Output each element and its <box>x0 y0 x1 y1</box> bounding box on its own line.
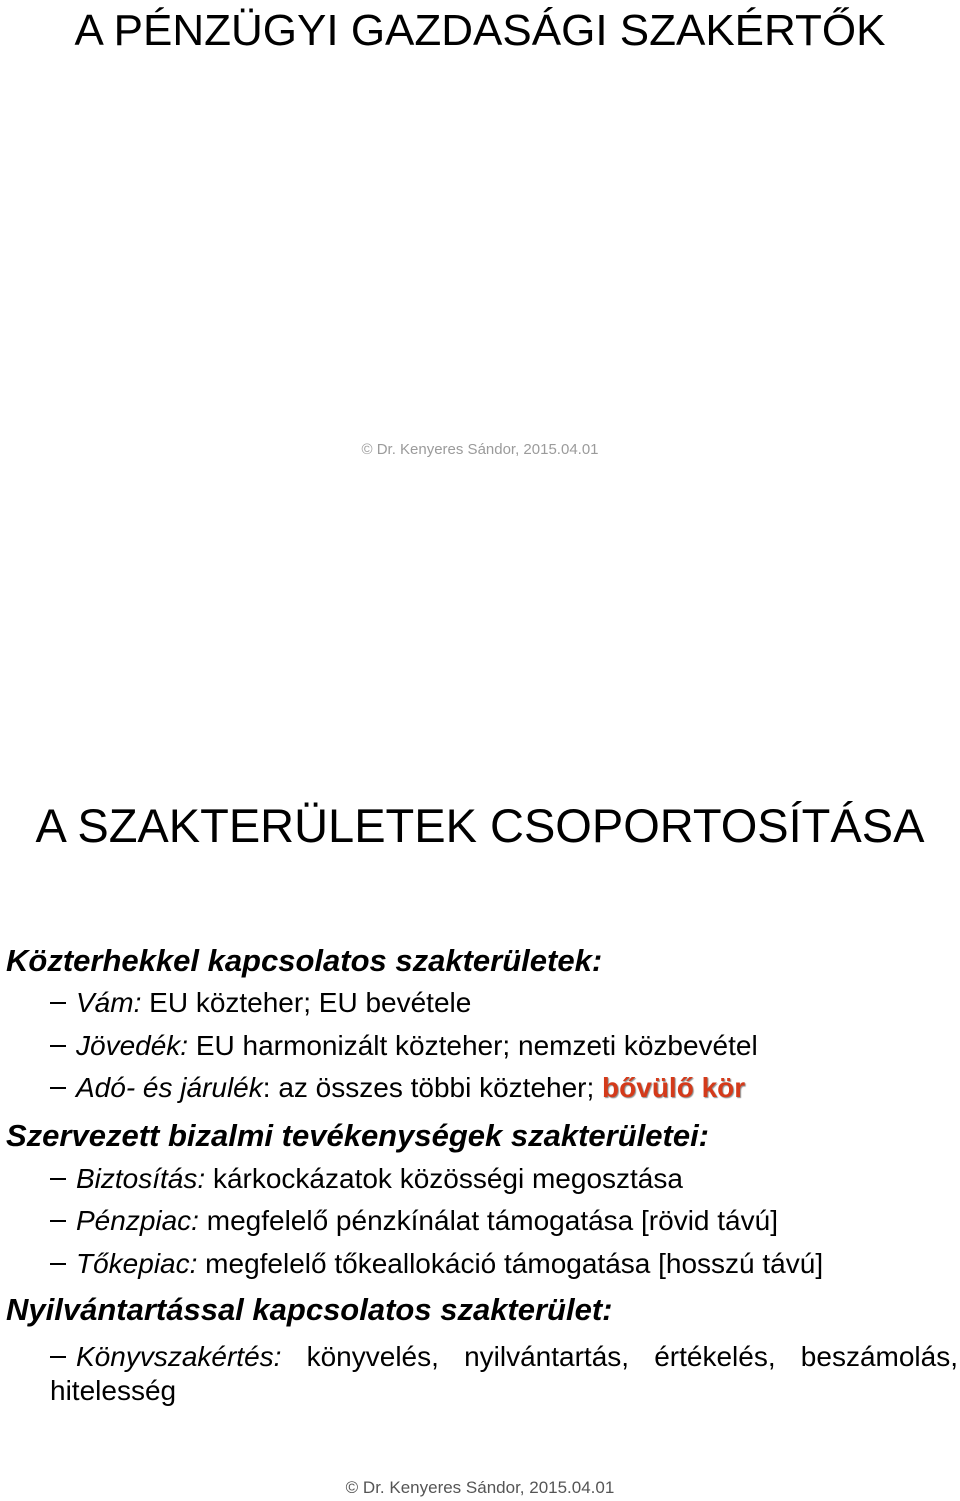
item-text: EU közteher; EU bevétele <box>141 987 472 1018</box>
item-term: Biztosítás: <box>76 1163 206 1194</box>
list-item <box>50 987 471 1019</box>
group-heading-bizalmi: Szervezett bizalmi tevékenységek szakterületei: <box>6 1118 710 1153</box>
item-term: Tőkepiac: <box>76 1248 198 1279</box>
dash-bullet <box>50 1263 66 1265</box>
dash-bullet <box>50 1045 66 1047</box>
list-item <box>50 1340 958 1408</box>
item-term: Vám: <box>76 987 142 1018</box>
item-term: Pénzpiac: <box>76 1205 199 1236</box>
item-term: Adó- és járulék <box>76 1072 263 1103</box>
item-text: kárkockázatok közösségi megosztása <box>205 1163 683 1194</box>
dash-bullet <box>50 1178 66 1180</box>
item-text: megfelelő tőkeallokáció támogatása [hosszú távú] <box>197 1248 824 1279</box>
group-heading-nyilvantartas: Nyilvántartással kapcsolatos szakterület: <box>6 1292 613 1327</box>
dash-bullet <box>50 1087 66 1089</box>
highlight-text: bővülő kör <box>602 1072 746 1103</box>
item-text: megfelelő pénzkínálat támogatása [rövid távú] <box>198 1205 778 1236</box>
list-item <box>50 1205 778 1237</box>
dash-bullet <box>50 1356 66 1358</box>
item-term: Jövedék: <box>76 1030 189 1061</box>
dash-bullet <box>50 1002 66 1004</box>
item-text: könyvelés, nyilvántartás, értékelés, beszámolás, hitelesség <box>50 1341 958 1406</box>
list-item <box>50 1030 758 1062</box>
slide2-footer: © Dr. Kenyeres Sándor, 2015.04.01 <box>345 1478 615 1497</box>
list-item <box>50 1163 683 1195</box>
group-heading-kozterhek: Közterhekkel kapcsolatos szakterületek: <box>6 943 603 978</box>
slide1-title: A PÉNZÜGYI GAZDASÁGI SZAKÉRTŐK <box>74 6 886 55</box>
item-term: Könyvszakértés: <box>76 1341 282 1372</box>
list-item <box>50 1072 745 1104</box>
dash-bullet <box>50 1220 66 1222</box>
item-text: EU harmonizált közteher; nemzeti közbevétel <box>188 1030 758 1061</box>
list-item <box>50 1248 823 1280</box>
slide1-footer: © Dr. Kenyeres Sándor, 2015.04.01 <box>361 441 599 458</box>
slide2-title: A SZAKTERÜLETEK CSOPORTOSÍTÁSA <box>35 799 925 852</box>
item-text: : az összes többi közteher; <box>262 1072 603 1103</box>
